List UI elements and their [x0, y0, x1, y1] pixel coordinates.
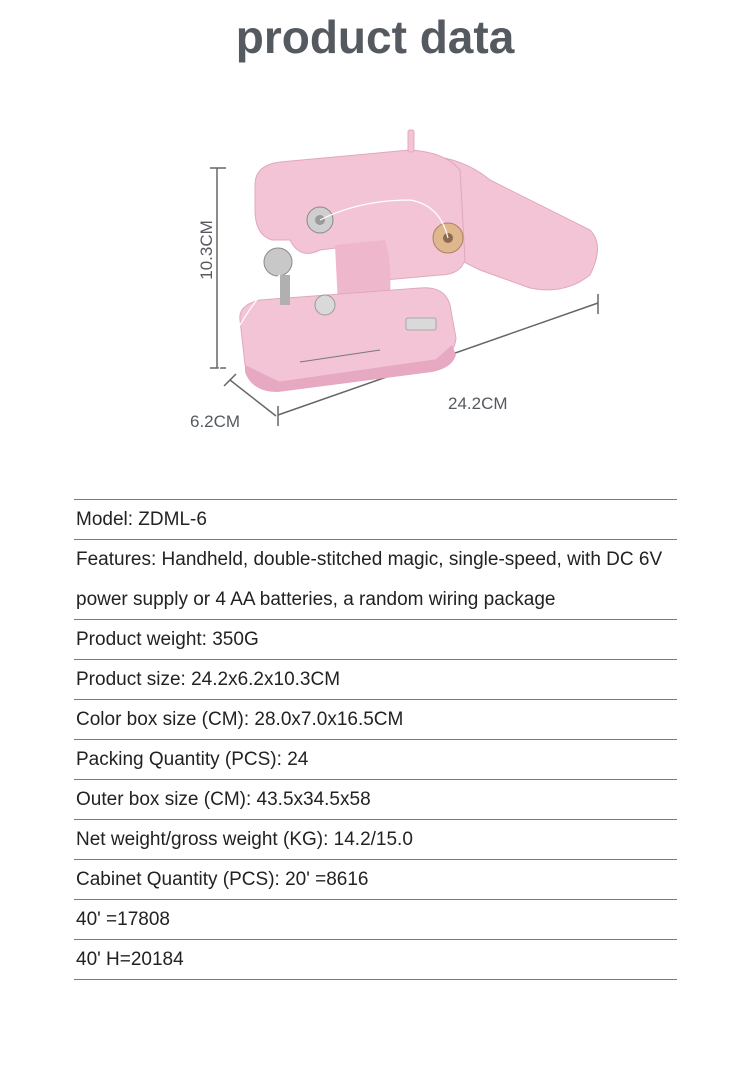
width-dimension-label: 24.2CM: [448, 394, 508, 413]
spec-row-cabinet-40: 40' =17808: [74, 899, 677, 939]
page-title: product data: [235, 11, 515, 63]
product-figure: [160, 110, 620, 450]
spec-row-packing: Packing Quantity (PCS): 24: [74, 739, 677, 779]
height-dimension-label: 10.3CM: [196, 220, 216, 280]
spec-row-outer-box: Outer box size (CM): 43.5x34.5x58: [74, 779, 677, 819]
spec-row-net-gross: Net weight/gross weight (KG): 14.2/15.0: [74, 819, 677, 859]
spec-row-features: Features: Handheld, double-stitched magic, single-speed, with DC 6V power supply or 4 AA batteries, a random wiring package: [74, 539, 677, 619]
spec-table: [74, 499, 677, 980]
spec-row-cabinet-20: Cabinet Quantity (PCS): 20' =8616: [74, 859, 677, 899]
spec-row-size: Product size: 24.2x6.2x10.3CM: [74, 659, 677, 699]
depth-dimension-label: 6.2CM: [190, 412, 241, 431]
spec-row-weight: Product weight: 350G: [74, 619, 677, 659]
spec-row-model: Model: ZDML-6: [74, 499, 677, 539]
spec-row-color-box: Color box size (CM): 28.0x7.0x16.5CM: [74, 699, 677, 739]
sewing-machine-illustration: [160, 110, 620, 450]
spec-row-cabinet-40h: 40' H=20184: [74, 939, 677, 980]
